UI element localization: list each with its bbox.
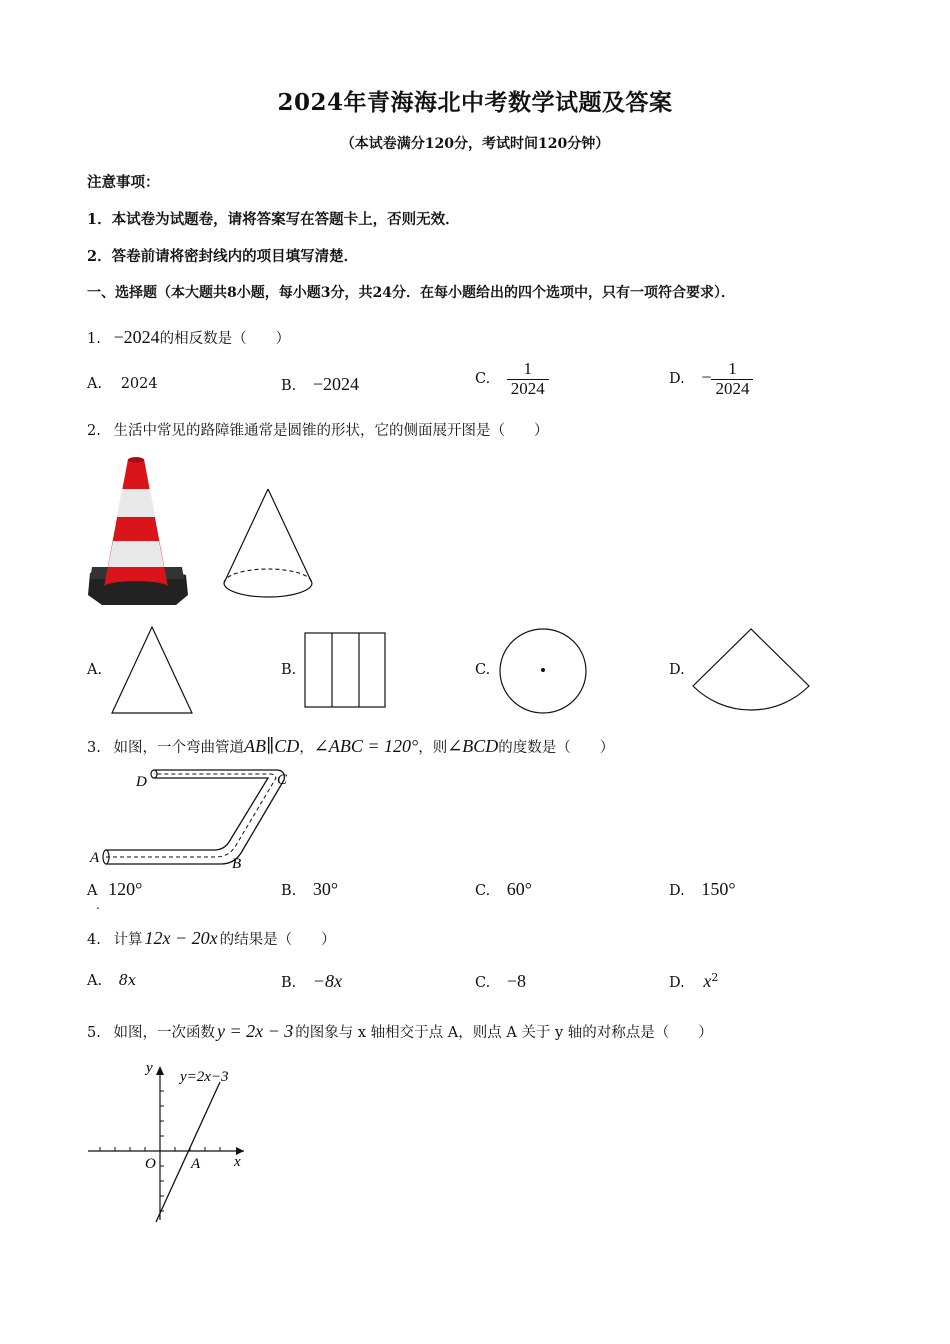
option-text: −2024: [312, 374, 360, 394]
math-expression: ∠BCD: [447, 736, 499, 756]
question-text: ，则: [418, 740, 448, 756]
option-label: C.: [475, 371, 491, 388]
option-text: 120°: [108, 879, 143, 899]
option-text: 30°: [312, 879, 339, 899]
option-label: C.: [475, 883, 491, 899]
section-heading: 一、选择题（本大题共8小题，每小题3分，共24分．在每小题给出的四个选项中，只有一项符合要求）．: [87, 285, 735, 301]
denominator: 2024: [711, 379, 753, 399]
fraction: [507, 360, 549, 398]
option-label: B.: [281, 883, 297, 899]
question-text: 如图，一次函数: [113, 1025, 215, 1041]
traffic-cone-image: [84, 455, 192, 607]
option-label: D.: [669, 975, 685, 991]
numerator: 1: [523, 359, 533, 378]
bent-pipe-diagram: [86, 764, 306, 872]
option-text: x: [703, 971, 712, 991]
q1-option-c: [475, 360, 549, 398]
option-text: 150°: [701, 879, 736, 899]
question-text: 的度数是（ ）: [498, 740, 615, 756]
option-label: A: [87, 883, 98, 899]
origin-label: O: [145, 1156, 156, 1172]
point-a-label: A: [191, 1156, 201, 1172]
y-axis-label: y: [146, 1060, 153, 1076]
question-number: 2.: [87, 423, 101, 439]
q1-option-d: [669, 360, 753, 398]
math-expression: ∠ABC = 120°: [313, 736, 419, 756]
linear-function-graph: [84, 1056, 254, 1226]
question-text: 如图，一个弯曲管道: [113, 740, 244, 756]
option-label: A.: [87, 973, 103, 989]
page-title: 2024年青海海北中考数学试题及答案: [277, 89, 673, 116]
q1-option-a: [87, 376, 158, 392]
question-number: 1.: [87, 331, 101, 347]
q4-option-c: [475, 971, 526, 992]
label-c: C: [277, 772, 288, 788]
option-text: −8x: [312, 971, 343, 991]
option-text: 2024: [120, 376, 158, 392]
notice-item-1: 1．本试卷为试题卷，请将答案写在答题卡上，否则无效．: [87, 211, 460, 228]
question-text: 的图象与 x 轴相交于点 A，则点 A 关于 y 轴的对称点是（ ）: [295, 1025, 713, 1041]
q3-option-b: [281, 879, 338, 900]
label-d: D: [136, 774, 147, 790]
sector-shape: [690, 626, 812, 712]
math-expression: −2024: [113, 327, 160, 347]
minus-sign: −: [701, 367, 712, 388]
notice-item-2: 2．答卷前请将密封线内的项目填写清楚．: [87, 248, 359, 265]
question-1: [87, 327, 290, 348]
label-a: A: [90, 850, 100, 866]
q1-option-b: [281, 374, 359, 395]
question-number: 4.: [87, 932, 101, 948]
notice-heading: 注意事项：: [87, 174, 160, 191]
numerator: 1: [728, 359, 737, 378]
exponent: 2: [711, 971, 719, 985]
function-label: y=2x−3: [180, 1069, 229, 1085]
cone-diagram: [218, 485, 318, 610]
stray-dot: .: [96, 898, 100, 912]
question-text: 生活中常见的路障锥通常是圆锥的形状，它的侧面展开图是（ ）: [113, 423, 549, 439]
rectangle-strips-shape: [302, 630, 388, 710]
option-label: D.: [669, 883, 685, 899]
question-number: 3.: [87, 740, 101, 756]
option-label: D.: [669, 371, 685, 388]
q4-option-d: [669, 971, 718, 992]
label-b: B: [232, 856, 242, 872]
question-2: [87, 419, 548, 440]
x-axis-label: x: [234, 1154, 241, 1170]
q2-option-c-label: C.: [475, 662, 491, 678]
question-4: [87, 928, 336, 949]
option-label: B.: [281, 975, 297, 991]
question-5: [87, 1021, 713, 1042]
question-text: 计算: [113, 932, 143, 948]
circle-shape: [497, 626, 589, 716]
q4-option-a: [87, 973, 136, 989]
option-label: B.: [281, 378, 297, 394]
fraction: [711, 360, 753, 398]
denominator: 2024: [507, 379, 549, 399]
q3-option-d: [669, 879, 736, 900]
math-expression: 12x − 20x: [144, 928, 218, 948]
question-text: ，: [299, 740, 314, 756]
question-number: 5.: [87, 1025, 101, 1041]
math-expression: y = 2x − 3: [216, 1021, 294, 1041]
q3-option-c: [475, 879, 532, 900]
option-text: 60°: [506, 879, 532, 899]
option-text: 8x: [118, 973, 137, 989]
q3-option-a: [87, 879, 142, 900]
math-expression: AB∥CD: [243, 736, 300, 756]
q2-option-d-label: D.: [669, 662, 685, 678]
question-3: [87, 736, 614, 757]
question-text: 的相反数是（ ）: [159, 331, 291, 347]
triangle-shape: [108, 624, 196, 716]
option-label: A.: [87, 376, 103, 392]
option-text: −8: [506, 971, 526, 991]
q4-option-b: [281, 971, 342, 992]
page-subtitle: （本试卷满分120分，考试时间120分钟）: [340, 136, 610, 152]
option-label: C.: [475, 975, 491, 991]
q2-option-a-label: A.: [87, 662, 103, 678]
question-text: 的结果是（ ）: [219, 932, 336, 948]
q2-option-b-label: B.: [281, 662, 297, 678]
